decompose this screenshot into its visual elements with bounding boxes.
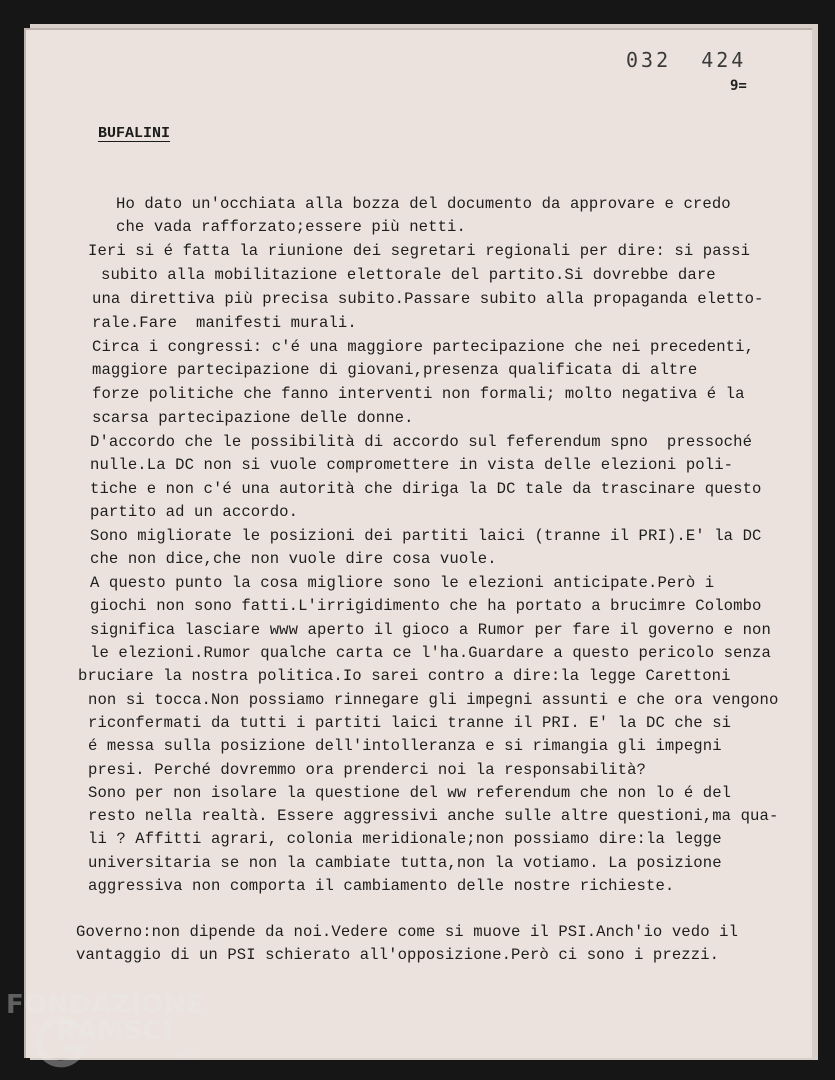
text-line: nulle.La DC non si vuole compromettere in vista delle elezioni poli-: [90, 456, 734, 474]
text-line: Ho dato un'occhiata alla bozza del documento da approvare e credo: [116, 195, 731, 213]
text-line: Governo:non dipende da noi.Vedere come si muove il PSI.Anch'io vedo il: [76, 923, 739, 941]
watermark-line1: FONDAZIONE: [6, 990, 205, 1020]
text-line: rale.Fare manifesti murali.: [92, 314, 357, 332]
text-line: scarsa partecipazione delle donne.: [92, 409, 414, 427]
text-line: non si tocca.Non possiamo rinnegare gli impegni assunti e che ora vengono: [88, 691, 779, 709]
text-line: bruciare la nostra politica.Io sarei contro a dire:la legge Carettoni: [78, 667, 731, 685]
text-line: vantaggio di un PSI schierato all'opposizione.Però ci sono i prezzi.: [76, 946, 720, 964]
text-line: che vada rafforzato;essere più netti.: [116, 218, 466, 236]
text-line: universitaria se non la cambiate tutta,non la votiamo. La posizione: [88, 854, 722, 872]
text-line: D'accordo che le possibilità di accordo sul feferendum spno pressoché: [90, 433, 753, 451]
text-line: A questo punto la cosa migliore sono le elezioni anticipate.Però i: [90, 574, 715, 592]
text-line: é messa sulla posizione dell'intolleranza e si rimangia gli impegni: [88, 737, 722, 755]
watermark-logo: [4, 990, 224, 1070]
text-line: Circa i congressi: c'é una maggiore partecipazione che nei precedenti,: [92, 338, 755, 356]
text-line: Sono per non isolare la questione del ww referendum che non lo é del: [88, 784, 732, 802]
watermark-line2: RAMSCI: [56, 1016, 173, 1046]
text-line: una direttiva più precisa subito.Passare subito alla propaganda eletto-: [92, 290, 764, 308]
text-line: giochi non sono fatti.L'irrigidimento che ha portato a brucimre Colombo: [90, 597, 762, 615]
text-line: maggiore partecipazione di giovani,presenza qualificata di altre: [92, 361, 698, 379]
text-line: tiche e non c'é una autorità che diriga la DC tale da trascinare questo: [90, 480, 762, 498]
text-line: che non dice,che non vuole dire cosa vuole.: [90, 550, 497, 568]
text-line: presi. Perché dovremmo ora prenderci noi la responsabilità?: [88, 761, 647, 779]
text-line: Ieri si é fatta la riunione dei segretari regionali per dire: si passi: [88, 242, 751, 260]
text-line: Sono migliorate le posizioni dei partiti laici (tranne il PRI).E' la DC: [90, 527, 762, 545]
watermark-onlus: onlus: [174, 1050, 199, 1060]
text-line: li ? Affitti agrari, colonia meridionale;non possiamo dire:la legge: [88, 830, 722, 848]
text-line: partito ad un accordo.: [90, 503, 299, 521]
text-line: resto nella realtà. Essere aggressivi anche sulle altre questioni,ma qua-: [88, 807, 779, 825]
page-number: 9=: [730, 78, 747, 94]
text-line: forze politiche che fanno interventi non formali; molto negativa é la: [92, 385, 745, 403]
speaker-heading: BUFALINI: [98, 125, 171, 142]
text-line: aggressiva non comporta il cambiamento delle nostre richieste.: [88, 877, 675, 895]
archive-number: 032 424: [626, 48, 747, 72]
text-line: subito alla mobilitazione elettorale del partito.Si dovrebbe dare: [101, 266, 716, 284]
text-line: riconfermati da tutti i partiti laici tranne il PRI. E' la DC che si: [88, 714, 732, 732]
text-line: significa lasciare www aperto il gioco a Rumor per fare il governo e non: [90, 621, 771, 639]
text-line: le elezioni.Rumor qualche carta ce l'ha.Guardare a questo pericolo senza: [90, 644, 771, 662]
